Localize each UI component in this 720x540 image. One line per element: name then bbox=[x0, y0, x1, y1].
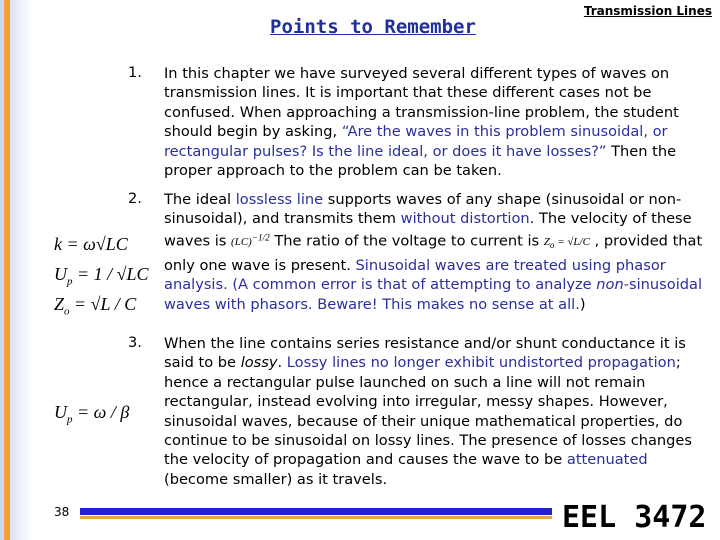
item-italic: lossy bbox=[240, 354, 278, 372]
item-highlight: without distortion bbox=[400, 210, 530, 228]
item-number: 3. bbox=[128, 334, 142, 351]
item-text: In this chapter we have surveyed several different types of waves on transmission lines. It is important that these different cases not be confused. When approaching a transmission-line problem, the student should begin by asking, bbox=[164, 65, 679, 141]
item-number: 1. bbox=[128, 64, 142, 81]
formula-exponent: −1/2 bbox=[251, 232, 270, 243]
sidebar-accent-bar bbox=[4, 0, 10, 540]
formula-text: U bbox=[54, 402, 67, 422]
formula-subscript: p bbox=[67, 413, 73, 426]
item-text: . The velocity of these waves is bbox=[164, 210, 692, 250]
item-text: The ideal bbox=[164, 191, 236, 208]
course-code: EEL 3472 bbox=[562, 500, 707, 535]
list-item bbox=[164, 190, 716, 314]
formula-subscript: o bbox=[64, 305, 70, 318]
item-text: supports waves of any shape (sinusoidal or non-sinusoidal), and transmits them bbox=[164, 191, 682, 228]
item-text: (become smaller) as it travels. bbox=[164, 470, 388, 488]
formula-lossy-velocity bbox=[54, 402, 129, 426]
formula-text: = √L / C bbox=[69, 294, 137, 314]
formula-text: Z bbox=[54, 294, 65, 314]
formula-text: = √L/C bbox=[554, 236, 590, 249]
item-text: ) bbox=[579, 295, 586, 313]
list-item bbox=[164, 64, 716, 180]
formula-phase-velocity bbox=[54, 264, 149, 288]
formula-characteristic-impedance bbox=[54, 294, 136, 318]
item-highlight: Lossy lines no longer exhibit undistorted propagation bbox=[286, 354, 676, 372]
formula-subscript: p bbox=[67, 275, 73, 288]
item-highlight: attenuated bbox=[566, 451, 648, 469]
inline-impedance-formula bbox=[543, 236, 590, 251]
subject-heading: Transmission Lines bbox=[583, 4, 712, 18]
page-number: 38 bbox=[54, 505, 70, 519]
item-text: When the line contains series resistance and/or shunt conductance it is said to be bbox=[164, 335, 686, 372]
inline-velocity-formula bbox=[231, 232, 270, 249]
page-title: Points to Remember bbox=[270, 16, 476, 38]
formula-text: (LC) bbox=[231, 236, 252, 249]
formula-wavenumber: k = ω√LC bbox=[54, 234, 128, 254]
footer-rule bbox=[80, 508, 552, 515]
formula-subscript: o bbox=[549, 240, 555, 251]
list-item bbox=[164, 334, 716, 489]
item-text: The ratio of the voltage to current is bbox=[269, 232, 544, 250]
item-text: . bbox=[277, 354, 287, 372]
formula-text: = 1 / √LC bbox=[72, 264, 149, 284]
formula-text: = ω / β bbox=[72, 402, 130, 422]
item-text: ; hence a rectangular pulse launched on such a line will not remain rectangular, instead evolving into irregular, messy shapes. However, sinusoidal waves, because of their unique mathematical properties, do continue to be sinusoidal on lossy lines. The presence of losses changes the velocity of propagation and causes the wave to be bbox=[164, 354, 693, 469]
item-highlight: “Are the waves in this problem sinusoidal, or rectangular pulses? Is the line ideal, or does it have losses?” bbox=[164, 123, 668, 160]
item-number: 2. bbox=[128, 190, 142, 207]
formula-text: U bbox=[54, 264, 67, 284]
item-highlight: lossless line bbox=[235, 191, 324, 208]
item-highlight: -sinusoidal waves with phasors. Beware! This makes no sense at all. bbox=[164, 276, 703, 313]
item-text: , provided that only one wave is present. bbox=[164, 232, 703, 275]
item-highlight: Sinusoidal waves are treated using phasor analysis. (A common error is that of attempting to analyze bbox=[164, 257, 666, 294]
formula-text: Z bbox=[543, 236, 550, 249]
footer-accent-rule bbox=[80, 516, 552, 519]
item-text: Then the proper approach to the problem can be taken. bbox=[164, 142, 677, 180]
item-highlight: non bbox=[596, 276, 624, 294]
